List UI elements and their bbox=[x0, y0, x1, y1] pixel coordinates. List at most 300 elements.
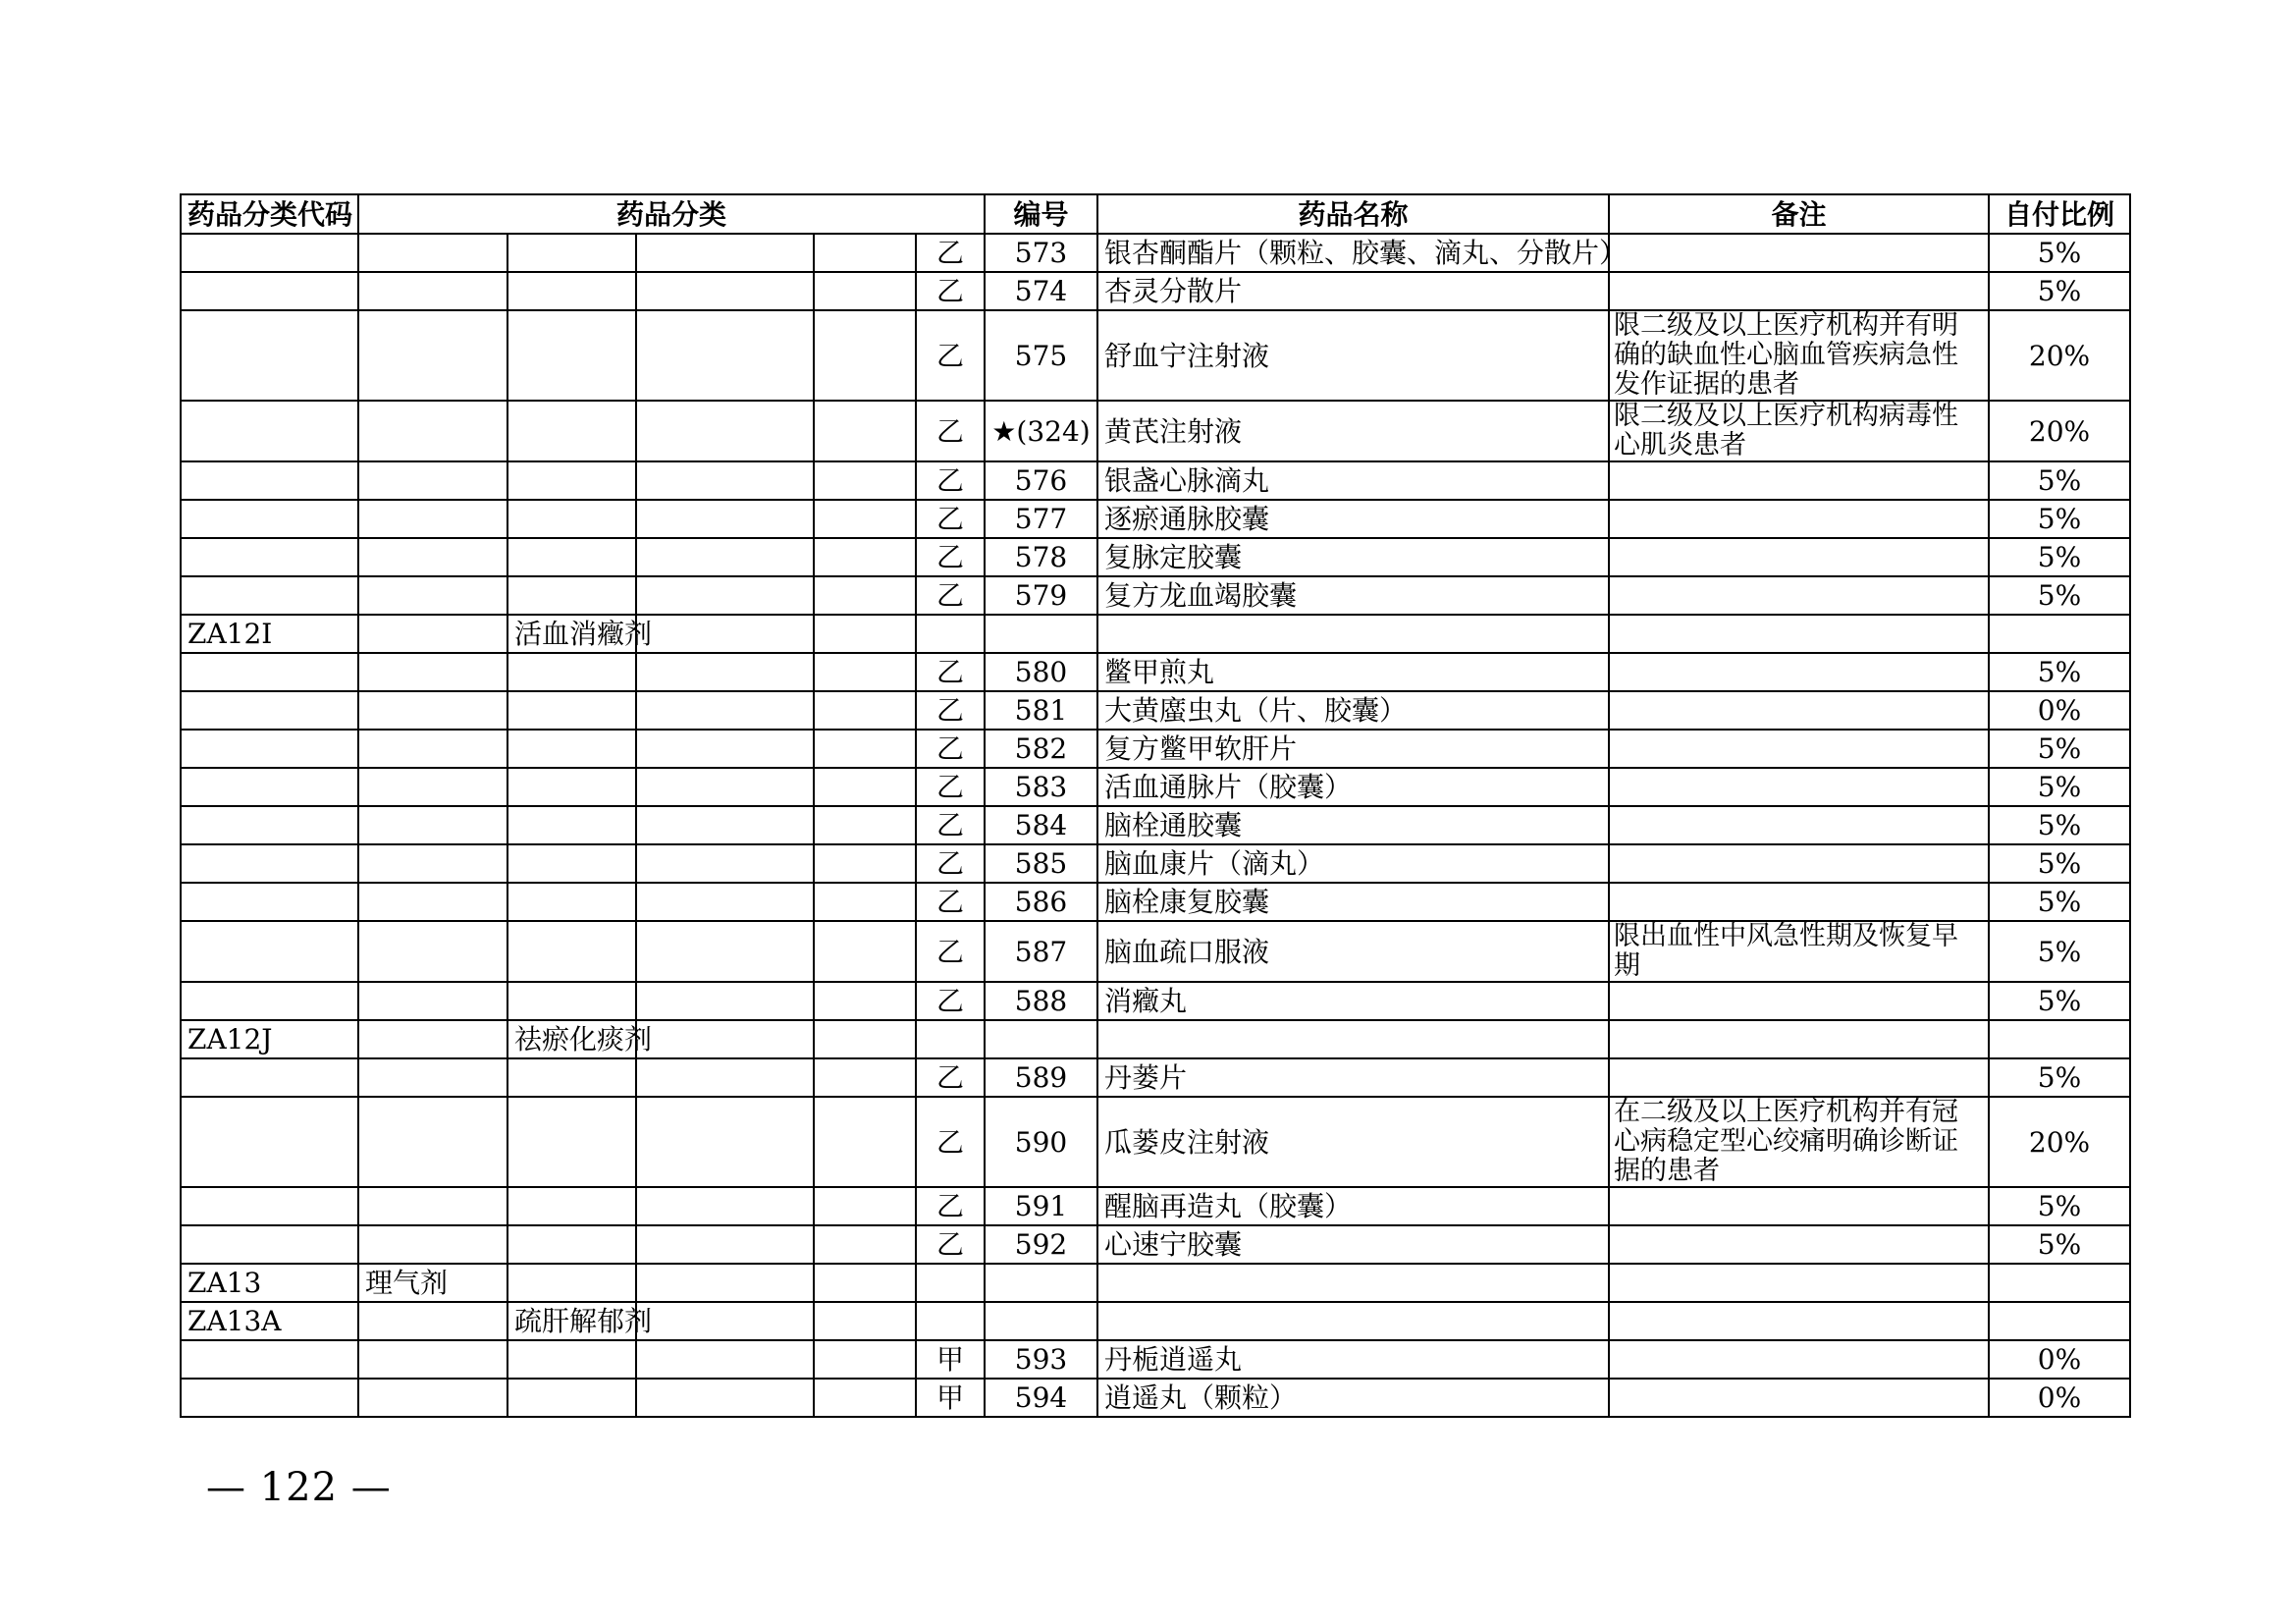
cell-drug-name: 鳖甲煎丸 bbox=[1097, 653, 1609, 691]
cell-ratio: 5% bbox=[1989, 461, 2130, 500]
cell-drug-name: 逐瘀通脉胶囊 bbox=[1097, 500, 1609, 538]
cell-category-level1 bbox=[358, 1340, 507, 1379]
page-number: — 122 — bbox=[206, 1465, 392, 1510]
table-row bbox=[181, 1340, 2130, 1379]
cell-note bbox=[1609, 1187, 1989, 1225]
cell-class bbox=[916, 1264, 985, 1302]
table-header-row bbox=[181, 194, 2130, 234]
cell-category-level3 bbox=[636, 500, 814, 538]
cell-category-level1 bbox=[358, 653, 507, 691]
cell-code: ZA13 bbox=[181, 1264, 358, 1302]
cell-drug-name: 消癥丸 bbox=[1097, 982, 1609, 1020]
cell-note bbox=[1609, 691, 1989, 730]
cell-ratio: 5% bbox=[1989, 844, 2130, 883]
cell-code bbox=[181, 982, 358, 1020]
cell-drug-name: 复方鳖甲软肝片 bbox=[1097, 730, 1609, 768]
cell-number bbox=[985, 1302, 1097, 1340]
cell-class: 乙 bbox=[916, 1097, 985, 1187]
cell-category-level4 bbox=[814, 1097, 916, 1187]
cell-category-level2 bbox=[507, 310, 636, 401]
cell-category-level4 bbox=[814, 1020, 916, 1058]
cell-class: 甲 bbox=[916, 1379, 985, 1417]
cell-category-level1 bbox=[358, 401, 507, 461]
cell-class: 乙 bbox=[916, 806, 985, 844]
cell-category-level4 bbox=[814, 982, 916, 1020]
cell-number: 590 bbox=[985, 1097, 1097, 1187]
cell-category-level2 bbox=[507, 844, 636, 883]
cell-category-level4 bbox=[814, 691, 916, 730]
cell-number: 576 bbox=[985, 461, 1097, 500]
cell-category-level4 bbox=[814, 921, 916, 982]
cell-category-level3 bbox=[636, 234, 814, 272]
cell-category-level1 bbox=[358, 1302, 507, 1340]
cell-ratio: 5% bbox=[1989, 500, 2130, 538]
cell-number bbox=[985, 1264, 1097, 1302]
cell-note bbox=[1609, 730, 1989, 768]
cell-number: 594 bbox=[985, 1379, 1097, 1417]
cell-drug-name: 活血通脉片（胶囊） bbox=[1097, 768, 1609, 806]
cell-code bbox=[181, 401, 358, 461]
cell-class: 乙 bbox=[916, 461, 985, 500]
cell-category-level2 bbox=[507, 768, 636, 806]
cell-category-level2 bbox=[507, 982, 636, 1020]
cell-category-level1 bbox=[358, 1225, 507, 1264]
cell-category-level2 bbox=[507, 401, 636, 461]
table-row bbox=[181, 461, 2130, 500]
cell-class: 乙 bbox=[916, 576, 985, 615]
cell-number: 578 bbox=[985, 538, 1097, 576]
cell-category-level1 bbox=[358, 730, 507, 768]
cell-category-level4 bbox=[814, 653, 916, 691]
cell-category-level3 bbox=[636, 538, 814, 576]
cell-note bbox=[1609, 1058, 1989, 1097]
table-row bbox=[181, 653, 2130, 691]
cell-number: 581 bbox=[985, 691, 1097, 730]
cell-class: 乙 bbox=[916, 272, 985, 310]
cell-ratio: 5% bbox=[1989, 538, 2130, 576]
cell-code: ZA12I bbox=[181, 615, 358, 653]
cell-category-level2 bbox=[507, 576, 636, 615]
cell-class: 乙 bbox=[916, 883, 985, 921]
cell-number: ★(324) bbox=[985, 401, 1097, 461]
cell-category-level3 bbox=[636, 1379, 814, 1417]
cell-category-level2 bbox=[507, 234, 636, 272]
cell-category-level2 bbox=[507, 1187, 636, 1225]
cell-drug-name: 脑血康片（滴丸） bbox=[1097, 844, 1609, 883]
cell-category-level3 bbox=[636, 1225, 814, 1264]
cell-category-level4 bbox=[814, 310, 916, 401]
cell-category-level1 bbox=[358, 500, 507, 538]
cell-note bbox=[1609, 576, 1989, 615]
cell-class bbox=[916, 615, 985, 653]
cell-drug-name: 舒血宁注射液 bbox=[1097, 310, 1609, 401]
cell-class bbox=[916, 1302, 985, 1340]
cell-ratio bbox=[1989, 615, 2130, 653]
cell-class: 乙 bbox=[916, 730, 985, 768]
cell-class: 乙 bbox=[916, 691, 985, 730]
cell-class: 乙 bbox=[916, 844, 985, 883]
cell-category-level3 bbox=[636, 576, 814, 615]
cell-drug-name: 黄芪注射液 bbox=[1097, 401, 1609, 461]
cell-category-level1 bbox=[358, 883, 507, 921]
header-number: 编号 bbox=[985, 194, 1097, 234]
cell-category-level1 bbox=[358, 461, 507, 500]
cell-ratio: 5% bbox=[1989, 576, 2130, 615]
cell-category-level1 bbox=[358, 768, 507, 806]
cell-code bbox=[181, 883, 358, 921]
cell-number: 579 bbox=[985, 576, 1097, 615]
cell-note bbox=[1609, 982, 1989, 1020]
table-row bbox=[181, 883, 2130, 921]
cell-category-level4 bbox=[814, 1379, 916, 1417]
table-row bbox=[181, 272, 2130, 310]
header-code: 药品分类代码 bbox=[181, 194, 358, 234]
cell-code bbox=[181, 576, 358, 615]
cell-drug-name: 丹栀逍遥丸 bbox=[1097, 1340, 1609, 1379]
cell-category-level4 bbox=[814, 1264, 916, 1302]
cell-number: 582 bbox=[985, 730, 1097, 768]
cell-number: 575 bbox=[985, 310, 1097, 401]
table-row bbox=[181, 730, 2130, 768]
cell-category-level1 bbox=[358, 576, 507, 615]
cell-category-level1 bbox=[358, 1187, 507, 1225]
cell-category-level2 bbox=[507, 1379, 636, 1417]
cell-code bbox=[181, 1340, 358, 1379]
cell-category-level4 bbox=[814, 615, 916, 653]
cell-number: 587 bbox=[985, 921, 1097, 982]
cell-code bbox=[181, 272, 358, 310]
cell-note bbox=[1609, 883, 1989, 921]
cell-note bbox=[1609, 844, 1989, 883]
cell-code bbox=[181, 1379, 358, 1417]
cell-category-level2 bbox=[507, 1264, 636, 1302]
cell-number: 577 bbox=[985, 500, 1097, 538]
cell-code bbox=[181, 1187, 358, 1225]
cell-drug-name: 脑栓通胶囊 bbox=[1097, 806, 1609, 844]
cell-code bbox=[181, 1097, 358, 1187]
cell-note bbox=[1609, 538, 1989, 576]
cell-category-level1 bbox=[358, 538, 507, 576]
cell-ratio: 5% bbox=[1989, 1058, 2130, 1097]
cell-note bbox=[1609, 500, 1989, 538]
cell-number: 586 bbox=[985, 883, 1097, 921]
table-row bbox=[181, 691, 2130, 730]
cell-class: 乙 bbox=[916, 538, 985, 576]
cell-note bbox=[1609, 653, 1989, 691]
table-row bbox=[181, 806, 2130, 844]
cell-category-level2 bbox=[507, 272, 636, 310]
cell-category-level1 bbox=[358, 982, 507, 1020]
cell-ratio bbox=[1989, 1264, 2130, 1302]
cell-class: 乙 bbox=[916, 768, 985, 806]
cell-category-level1 bbox=[358, 921, 507, 982]
cell-category-level3 bbox=[636, 883, 814, 921]
cell-class: 乙 bbox=[916, 1187, 985, 1225]
cell-category-level2 bbox=[507, 653, 636, 691]
cell-ratio: 5% bbox=[1989, 1225, 2130, 1264]
cell-category-level3 bbox=[636, 461, 814, 500]
table-row bbox=[181, 615, 2130, 653]
cell-category-level3 bbox=[636, 401, 814, 461]
table-row bbox=[181, 768, 2130, 806]
cell-note bbox=[1609, 1340, 1989, 1379]
cell-code bbox=[181, 234, 358, 272]
cell-ratio: 5% bbox=[1989, 883, 2130, 921]
cell-note: 在二级及以上医疗机构并有冠心病稳定型心绞痛明确诊断证据的患者 bbox=[1609, 1097, 1989, 1187]
cell-category-level4 bbox=[814, 500, 916, 538]
cell-category-level4 bbox=[814, 844, 916, 883]
cell-ratio bbox=[1989, 1302, 2130, 1340]
cell-drug-name bbox=[1097, 1264, 1609, 1302]
cell-drug-name bbox=[1097, 615, 1609, 653]
cell-category-level2 bbox=[507, 1225, 636, 1264]
cell-category-level4 bbox=[814, 401, 916, 461]
cell-category-level1 bbox=[358, 615, 507, 653]
cell-category-level3 bbox=[636, 730, 814, 768]
cell-drug-name: 大黄䗪虫丸（片、胶囊） bbox=[1097, 691, 1609, 730]
cell-ratio: 0% bbox=[1989, 1340, 2130, 1379]
table-row bbox=[181, 844, 2130, 883]
cell-drug-name: 丹蒌片 bbox=[1097, 1058, 1609, 1097]
cell-category-level4 bbox=[814, 1058, 916, 1097]
cell-number: 589 bbox=[985, 1058, 1097, 1097]
cell-class: 乙 bbox=[916, 310, 985, 401]
cell-category-level1 bbox=[358, 272, 507, 310]
cell-ratio: 5% bbox=[1989, 730, 2130, 768]
cell-ratio: 20% bbox=[1989, 401, 2130, 461]
cell-drug-name: 复方龙血竭胶囊 bbox=[1097, 576, 1609, 615]
cell-category-level2 bbox=[507, 538, 636, 576]
cell-number: 591 bbox=[985, 1187, 1097, 1225]
cell-note bbox=[1609, 1020, 1989, 1058]
cell-number: 588 bbox=[985, 982, 1097, 1020]
cell-category-level1 bbox=[358, 1379, 507, 1417]
cell-drug-name: 脑栓康复胶囊 bbox=[1097, 883, 1609, 921]
cell-category-level3 bbox=[636, 806, 814, 844]
table-row bbox=[181, 921, 2130, 982]
table-row bbox=[181, 576, 2130, 615]
cell-category-level3 bbox=[636, 310, 814, 401]
cell-category-level4 bbox=[814, 730, 916, 768]
table-body bbox=[181, 234, 2130, 1417]
cell-category-level3 bbox=[636, 844, 814, 883]
cell-code bbox=[181, 653, 358, 691]
cell-category-level3 bbox=[636, 615, 814, 653]
table-row bbox=[181, 1187, 2130, 1225]
cell-drug-name bbox=[1097, 1020, 1609, 1058]
cell-category-level2 bbox=[507, 730, 636, 768]
cell-category-level2 bbox=[507, 806, 636, 844]
cell-category-level1 bbox=[358, 806, 507, 844]
cell-category-level4 bbox=[814, 806, 916, 844]
table-row bbox=[181, 1020, 2130, 1058]
cell-note bbox=[1609, 1225, 1989, 1264]
cell-category-level2 bbox=[507, 883, 636, 921]
cell-drug-name: 杏灵分散片 bbox=[1097, 272, 1609, 310]
cell-drug-name: 逍遥丸（颗粒） bbox=[1097, 1379, 1609, 1417]
cell-category-level1: 理气剂 bbox=[358, 1264, 507, 1302]
cell-class bbox=[916, 1020, 985, 1058]
cell-number: 585 bbox=[985, 844, 1097, 883]
cell-category-level3 bbox=[636, 1264, 814, 1302]
cell-ratio: 5% bbox=[1989, 921, 2130, 982]
cell-category-level3 bbox=[636, 653, 814, 691]
cell-note bbox=[1609, 615, 1989, 653]
cell-category-level3 bbox=[636, 1020, 814, 1058]
cell-category-level2: 祛瘀化痰剂 bbox=[507, 1020, 636, 1058]
cell-class: 乙 bbox=[916, 1058, 985, 1097]
cell-category-level1 bbox=[358, 691, 507, 730]
cell-category-level1 bbox=[358, 234, 507, 272]
header-name: 药品名称 bbox=[1097, 194, 1609, 234]
cell-ratio: 20% bbox=[1989, 1097, 2130, 1187]
cell-number: 584 bbox=[985, 806, 1097, 844]
cell-code bbox=[181, 538, 358, 576]
cell-category-level2 bbox=[507, 461, 636, 500]
cell-class: 乙 bbox=[916, 921, 985, 982]
cell-class: 乙 bbox=[916, 401, 985, 461]
cell-drug-name: 复脉定胶囊 bbox=[1097, 538, 1609, 576]
cell-drug-name bbox=[1097, 1302, 1609, 1340]
cell-ratio: 0% bbox=[1989, 691, 2130, 730]
cell-code bbox=[181, 921, 358, 982]
cell-category-level4 bbox=[814, 538, 916, 576]
cell-category-level1 bbox=[358, 1058, 507, 1097]
cell-category-level1 bbox=[358, 310, 507, 401]
cell-category-level3 bbox=[636, 768, 814, 806]
header-note: 备注 bbox=[1609, 194, 1989, 234]
cell-ratio: 5% bbox=[1989, 768, 2130, 806]
header-ratio: 自付比例 bbox=[1989, 194, 2130, 234]
cell-category-level4 bbox=[814, 576, 916, 615]
table-row bbox=[181, 310, 2130, 401]
cell-ratio: 5% bbox=[1989, 272, 2130, 310]
cell-category-level3 bbox=[636, 691, 814, 730]
drug-catalog-table bbox=[180, 193, 2131, 1418]
cell-code bbox=[181, 844, 358, 883]
cell-note bbox=[1609, 806, 1989, 844]
cell-number: 573 bbox=[985, 234, 1097, 272]
cell-category-level3 bbox=[636, 982, 814, 1020]
cell-category-level4 bbox=[814, 1302, 916, 1340]
cell-class: 乙 bbox=[916, 982, 985, 1020]
cell-category-level2 bbox=[507, 1058, 636, 1097]
cell-category-level2 bbox=[507, 1340, 636, 1379]
cell-category-level3 bbox=[636, 921, 814, 982]
cell-number: 574 bbox=[985, 272, 1097, 310]
cell-category-level4 bbox=[814, 1187, 916, 1225]
cell-number: 593 bbox=[985, 1340, 1097, 1379]
cell-category-level2 bbox=[507, 1097, 636, 1187]
cell-category-level4 bbox=[814, 1225, 916, 1264]
cell-note: 限出血性中风急性期及恢复早期 bbox=[1609, 921, 1989, 982]
cell-category-level4 bbox=[814, 1340, 916, 1379]
cell-code: ZA12J bbox=[181, 1020, 358, 1058]
cell-code bbox=[181, 500, 358, 538]
table-row bbox=[181, 500, 2130, 538]
cell-note bbox=[1609, 768, 1989, 806]
cell-number: 592 bbox=[985, 1225, 1097, 1264]
cell-class: 乙 bbox=[916, 500, 985, 538]
cell-category-level3 bbox=[636, 1058, 814, 1097]
cell-code bbox=[181, 691, 358, 730]
cell-code bbox=[181, 310, 358, 401]
cell-category-level4 bbox=[814, 883, 916, 921]
cell-category-level1 bbox=[358, 1020, 507, 1058]
cell-code bbox=[181, 1058, 358, 1097]
cell-code bbox=[181, 730, 358, 768]
cell-category-level3 bbox=[636, 1340, 814, 1379]
cell-note bbox=[1609, 1302, 1989, 1340]
cell-category-level3 bbox=[636, 1187, 814, 1225]
cell-ratio: 5% bbox=[1989, 234, 2130, 272]
cell-category-level3 bbox=[636, 272, 814, 310]
cell-ratio: 5% bbox=[1989, 982, 2130, 1020]
cell-class: 甲 bbox=[916, 1340, 985, 1379]
cell-category-level4 bbox=[814, 768, 916, 806]
cell-category-level3 bbox=[636, 1302, 814, 1340]
cell-number bbox=[985, 1020, 1097, 1058]
cell-code bbox=[181, 1225, 358, 1264]
cell-ratio bbox=[1989, 1020, 2130, 1058]
cell-note bbox=[1609, 1264, 1989, 1302]
table-row bbox=[181, 538, 2130, 576]
cell-category-level2 bbox=[507, 921, 636, 982]
cell-category-level4 bbox=[814, 461, 916, 500]
cell-class: 乙 bbox=[916, 1225, 985, 1264]
header-category: 药品分类 bbox=[358, 194, 985, 234]
cell-code bbox=[181, 768, 358, 806]
cell-class: 乙 bbox=[916, 234, 985, 272]
table-row bbox=[181, 1097, 2130, 1187]
cell-category-level1 bbox=[358, 844, 507, 883]
table-row bbox=[181, 1264, 2130, 1302]
table-row bbox=[181, 1058, 2130, 1097]
cell-drug-name: 瓜蒌皮注射液 bbox=[1097, 1097, 1609, 1187]
cell-category-level2: 活血消癥剂 bbox=[507, 615, 636, 653]
cell-note bbox=[1609, 272, 1989, 310]
cell-number: 580 bbox=[985, 653, 1097, 691]
table-row bbox=[181, 401, 2130, 461]
cell-category-level2 bbox=[507, 500, 636, 538]
table-row bbox=[181, 982, 2130, 1020]
cell-category-level1 bbox=[358, 1097, 507, 1187]
cell-drug-name: 银盏心脉滴丸 bbox=[1097, 461, 1609, 500]
cell-category-level3 bbox=[636, 1097, 814, 1187]
cell-code bbox=[181, 806, 358, 844]
cell-ratio: 0% bbox=[1989, 1379, 2130, 1417]
cell-note: 限二级及以上医疗机构并有明确的缺血性心脑血管疾病急性发作证据的患者 bbox=[1609, 310, 1989, 401]
cell-number bbox=[985, 615, 1097, 653]
table-row bbox=[181, 1302, 2130, 1340]
table-row bbox=[181, 1379, 2130, 1417]
table-row bbox=[181, 1225, 2130, 1264]
cell-category-level4 bbox=[814, 234, 916, 272]
cell-code bbox=[181, 461, 358, 500]
cell-drug-name: 醒脑再造丸（胶囊） bbox=[1097, 1187, 1609, 1225]
cell-number: 583 bbox=[985, 768, 1097, 806]
cell-ratio: 5% bbox=[1989, 1187, 2130, 1225]
cell-class: 乙 bbox=[916, 653, 985, 691]
cell-note bbox=[1609, 234, 1989, 272]
cell-category-level2: 疏肝解郁剂 bbox=[507, 1302, 636, 1340]
cell-note: 限二级及以上医疗机构病毒性心肌炎患者 bbox=[1609, 401, 1989, 461]
cell-category-level2 bbox=[507, 691, 636, 730]
cell-ratio: 20% bbox=[1989, 310, 2130, 401]
cell-ratio: 5% bbox=[1989, 653, 2130, 691]
cell-drug-name: 脑血疏口服液 bbox=[1097, 921, 1609, 982]
cell-drug-name: 银杏酮酯片（颗粒、胶囊、滴丸、分散片） bbox=[1097, 234, 1609, 272]
